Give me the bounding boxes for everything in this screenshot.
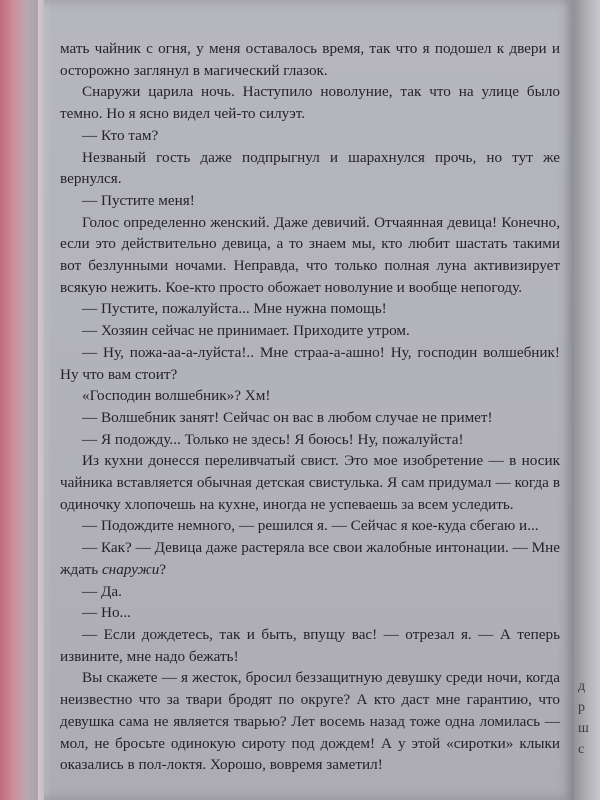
page-text <box>60 38 560 776</box>
paragraph: «Господин волшебник»? Хм! <box>82 387 271 405</box>
paragraph: — Подождите немного, — решился я. — Сейчас я кое-куда сбегаю и... <box>82 517 539 535</box>
paragraph-with-emphasis <box>60 537 560 580</box>
paragraph: — Пустите, пожалуйста... Мне нужна помощь! <box>82 300 387 318</box>
paragraph: Вы скажете — я жесток, бросил беззащитную девушку среди ночи, когда неизвестно что за твари бродят по округе? А кто даст мне гарантию, что девушка сама не является тварью? Лет восемь назад тоже одна ломилась — мол, не бросьте одинокую сироту под дождем! А у этой «сиротки» клыки оказались в пол-локтя. Хорошо, вовремя заметил! <box>60 669 560 774</box>
right-page-fragment <box>578 676 598 760</box>
book-page <box>44 0 574 800</box>
left-background <box>0 0 38 800</box>
right-fragment-text: д р ш с <box>578 679 589 757</box>
paragraph: — Пустите меня! <box>82 191 195 209</box>
paragraph: — Хозяин сейчас не принимает. Приходите утром. <box>82 322 410 340</box>
paragraph: — Если дождетесь, так и быть, впущу вас! — отрезал я. — А теперь извините, мне надо бежать! <box>60 625 560 665</box>
emphasis-trailing: ? <box>159 560 167 578</box>
paragraph-text: — Как? — Девица даже растеряла все свои жалобные интонации. — Мне ждать <box>60 539 560 578</box>
paragraph: Снаружи царила ночь. Наступило новолуние, так что на улице было темно. Но я ясно видел чей-то силуэт. <box>60 83 560 123</box>
paragraph: мать чайник с огня, у меня оставалось время, так что я подошел к двери и осторожно заглянул в магический глазок. <box>60 40 560 79</box>
emphasis-word: снаружи <box>101 560 160 578</box>
paragraph: — Ну, пожа-аа-а-луйста!.. Мне страа-а-ашно! Ну, господин волшебник! Ну что вам стоит? <box>60 343 560 383</box>
paragraph: — Кто там? <box>82 126 159 144</box>
paragraph: — Но... <box>82 604 131 622</box>
paragraph: Незваный гость даже подпрыгнул и шарахнулся прочь, но тут же вернулся. <box>60 148 560 188</box>
paragraph: — Волшебник занят! Сейчас он вас в любом случае не примет! <box>82 408 493 426</box>
paragraph: — Я подожду... Только не здесь! Я боюсь! Ну, пожалуйста! <box>82 430 464 448</box>
paragraph: Из кухни донесся переливчатый свист. Это мое изобретение — в носик чайника вставляется обычная детская свистулька. Я сам придумал — когда в одиночку хлопочешь на кухне, иногда не успеваешь за всем уследить. <box>60 452 560 513</box>
paragraph: Голос определенно женский. Даже девичий. Отчаянная девица! Конечно, если это действительно девица, а то знаем мы, кто любит шастать такими вот безлунными ночами. Неправда, что только полная луна активизирует всякую нежить. Кое-кто просто обожает новолуние и вообще непогоду. <box>60 213 560 296</box>
paragraph: — Да. <box>82 582 122 600</box>
